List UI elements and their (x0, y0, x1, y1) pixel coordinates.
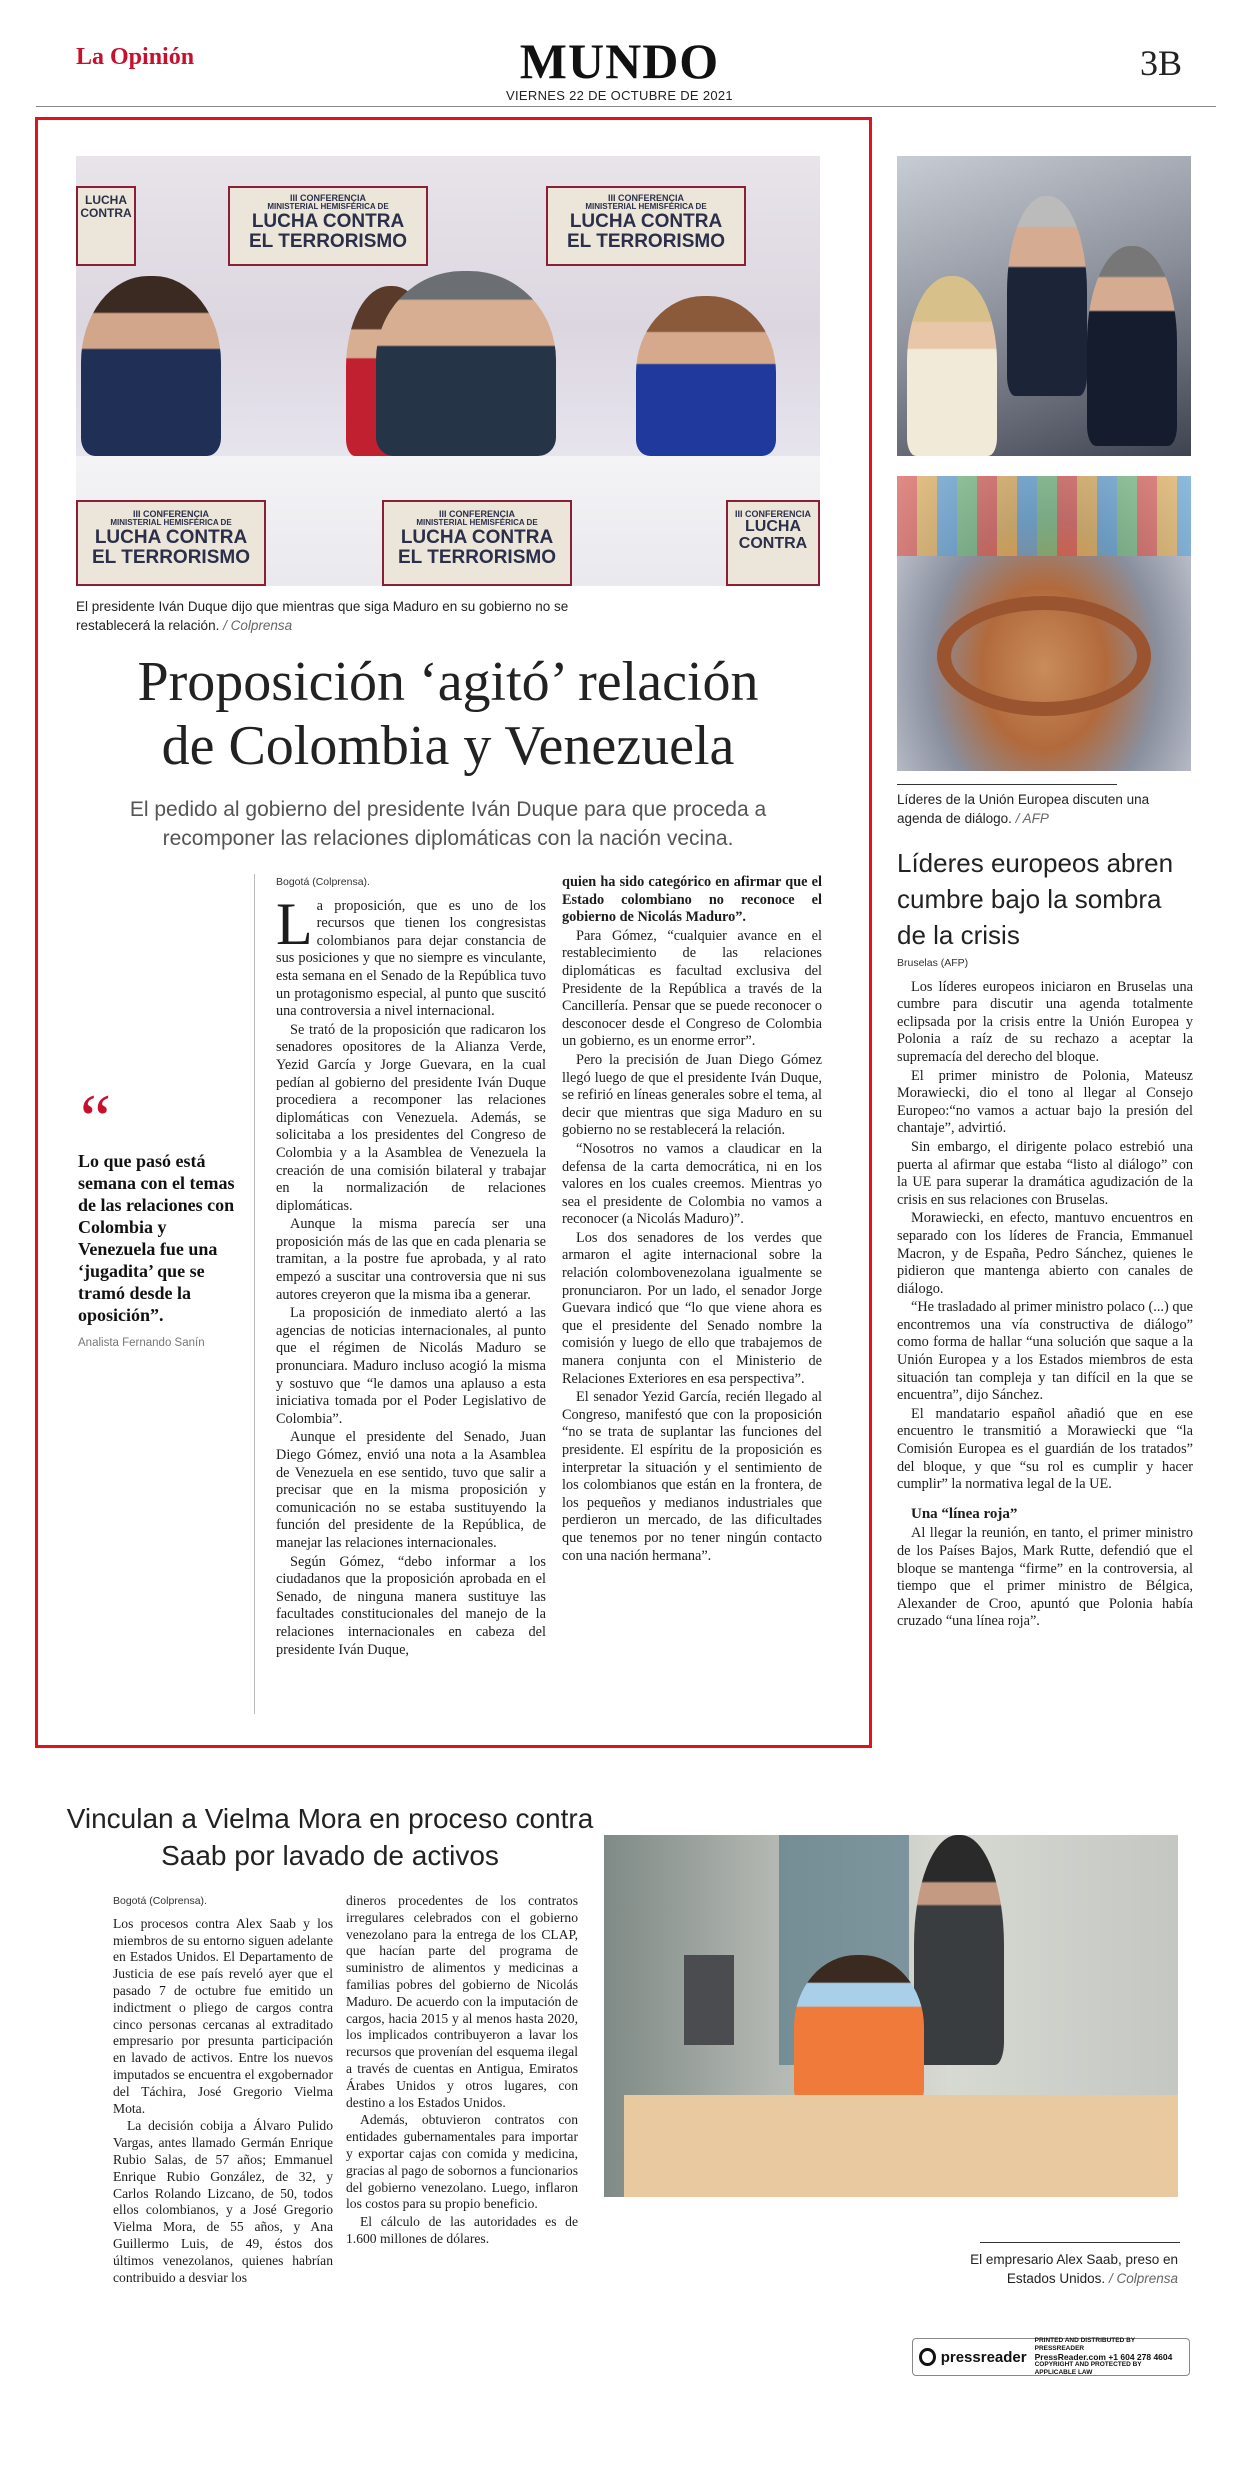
table-banner-left: III CONFERENCIA MINISTERIAL HEMISFÉRICA DE LUCHA CONTRA EL TERRORISMO (76, 500, 266, 586)
article-paragraph: Los procesos contra Alex Saab y los miembros de su entorno siguen adelante en Estados Unidos. El Departamento de Justicia de ese país reveló ayer que el pasado 7 de octubre fue emitido un indictment o pliego de cargos contra cinco personas cercanas al extraditado empresario por presunta participación en lavado de activos. Entre los nuevos imputados se encuentra el exgobernador del Táchira, José Gregorio Vielma Mota. (113, 1915, 333, 2116)
sidebar-article (897, 955, 1193, 1755)
person-eu-1 (907, 276, 997, 456)
article-paragraph: Los líderes europeos iniciaron en Bruselas una cumbre para discutir una agenda totalmente eclipsada por la crisis entre la Unión Europea y Polonia a raíz de su rechazo a aceptar la supremacía del derecho del bloque. (897, 978, 1193, 1065)
article-column-2 (562, 874, 822, 1714)
newspaper-brand: La Opinión (76, 44, 195, 70)
article-paragraph: Morawiecki, en efecto, mantuvo encuentros en separado con los líderes de Francia, Emmanuel Macron, y de España, Pedro Sánchez, quienes le pidieron que mantenga abierto con canales de diálogo. (897, 1210, 1193, 1297)
hero-photo-caption (76, 597, 636, 635)
conference-table (76, 456, 820, 586)
person-eu-2 (1007, 196, 1087, 396)
eu-leaders-photo (897, 156, 1191, 456)
saab-court-photo (604, 1835, 1178, 2197)
colorful-ceiling (897, 476, 1191, 556)
conference-banner-center: III CONFERENCIA MINISTERIAL HEMISFÉRICA DE LUCHA CONTRA EL TERRORISMO (228, 186, 428, 266)
saab-photo-caption: El empresario Alex Saab, preso en Estados Unidos. / Colprensa (970, 2252, 1178, 2286)
person-left (81, 276, 221, 456)
conference-banner-left: LUCHA CONTRA (76, 186, 136, 266)
article-paragraph: “Nosotros no vamos a claudicar en la defensa de la carta democrática, ni en los valores en los cuales creemos. Mientras yo sea el presidente de Colombia no vamos a reconocer (a Nicolás Maduro)”. (562, 1140, 822, 1228)
article-paragraph: La proposición, que es uno de los recursos que tienen los congresistas colombianos para dejar constancia de sus posiciones y que no siempre es vinculante, esta semana en el Senado de la República tuvo un protagonismo especial, al punto que suscitó una controversia a nivel internacional. (276, 890, 546, 1020)
article-dateline: Bogotá (Colprensa). (276, 876, 370, 888)
eu-photo-caption: Líderes de la Unión Europea discuten una agenda de diálogo. / AFP (897, 792, 1150, 826)
person-eu-3 (1087, 246, 1177, 446)
section-title: MUNDO (519, 33, 720, 89)
table-banner-center: III CONFERENCIA MINISTERIAL HEMISFÉRICA DE LUCHA CONTRA EL TERRORISMO (382, 500, 572, 586)
pressreader-name: pressreader (940, 2348, 1027, 2366)
article-paragraph: quien ha sido categórico en afirmar que el Estado colombiano no reconoce el gobierno de Nicolás Maduro”. (562, 874, 822, 926)
person-center (376, 271, 556, 456)
table-banner-right: III CONFERENCIA LUCHA CONTRA (726, 500, 820, 586)
article-paragraph: Aunque la misma parecía ser una proposición más de las que en cada plenaria se tramitan, a la postre fue aprobada, y al rato empezó a suscitar una controversia que ni sus autores creyeron que la misma iba a generar. (276, 1216, 546, 1303)
sidebar-headline: Líderes europeos abren cumbre bajo la sombra de la crisis (897, 848, 1174, 950)
pressreader-badge[interactable] (912, 2338, 1190, 2376)
quote-mark-icon: “ (80, 1081, 112, 1158)
caption-rule (897, 784, 1117, 785)
pull-quote: Lo que pasó está semana con el temas de las relaciones con Colombia y Venezuela fue una ‘jugadita’ que se tramó desde la oposición”. (78, 1151, 235, 1325)
saab-column-1 (113, 1893, 333, 2323)
article-paragraph: El cálculo de las autoridades es de 1.600 millones de dólares. (346, 2214, 578, 2246)
eu-council-room-photo (897, 476, 1191, 771)
photo-credit: / Colprensa (223, 618, 293, 633)
column-divider (254, 874, 255, 1714)
page-number: 3B (1140, 43, 1183, 83)
article-paragraph: Aunque el presidente del Senado, Juan Diego Gómez, envió una nota a la Asamblea de Venezuela en ese sentido, tuvo que salir a precisar que en la misma proposición y comunicación no se estaba sustituyendo la función del presidente de la República, de manejar las relaciones internacionales. (276, 1429, 546, 1551)
caption-rule (980, 2242, 1180, 2243)
article-paragraph: “He trasladado al primer ministro polaco (...) que encontremos una vía constructiva de diálogo” como forma de hallar “una solución que saque a la Unión Europea y a los Estados miembros de esta situación tan compleja y tan difícil en la que se encuentra”, dijo Sánchez. (897, 1299, 1193, 1404)
article-paragraph: Para Gómez, “cualquier avance en el restablecimiento de las relaciones diplomáticas es facultad exclusiva del Presidente de la República a través de la Cancillería. Pensar que se puede reconocer o desconocer desde el Congreso de Colombia un gobierno, es un enorme error”. (562, 927, 822, 1050)
article-paragraph: dineros procedentes de los contratos irregulares celebrados con el gobierno venezolano para la entrega de los CLAP, que hacían parte del programa de suministro de alimentos y medicinas a familias pobres del gobierno de Nicolás Maduro. De acuerdo con la imputación de cargos, hacia 2015 y al menos hasta 2020, los implicados contribuyeron a lavar los recursos que provenían del esquema ilegal a través de cuentas en Antigua, Emiratos Árabes Unidos y otros lugares, con destino a los Estados Unidos. (346, 1893, 578, 2110)
edition-date: VIERNES 22 DE OCTUBRE DE 2021 (506, 88, 733, 103)
article-paragraph: Al llegar la reunión, en tanto, el primer ministro de los Países Bajos, Mark Rutte, defendió que el bloque se mantenga “firme” en la controversia, al tiempo que el primer ministro de Bélgica, Alexander de Croo, apuntó que Polonia había cruzado “una línea roja”. (897, 1525, 1193, 1630)
article-paragraph: Además, obtuvieron contratos con entidades gubernamentales para importar y exportar cajas con comida y medicina, gracias al pago de sobornos a funcionarios del gobierno venezolano. Luego, inflaron los costos para su propio beneficio. (346, 2112, 578, 2212)
article-column-1 (276, 874, 546, 1714)
article-paragraph: La proposición de inmediato alertó a las agencias de noticias internacionales, al punto que el régimen de Nicolás Maduro se pronunciara. Maduro incluso acogió la misma y sostuvo que “le damos una aplauso a esta iniciativa tomada por el Poder Legislativo de Colombia”. (276, 1305, 546, 1427)
main-headline: Proposición ‘agitó’ relación de Colombia y Venezuela (137, 651, 759, 777)
drop-cap: L (276, 890, 313, 957)
pressreader-legal: PRINTED AND DISTRIBUTED BY PRESSREADER PressReader.com +1 604 278 4604 COPYRIGHT AND PROTECTED BY APPLICABLE LAW (1034, 2337, 1173, 2376)
guard-figure (914, 1835, 1004, 2065)
phone-kiosk (684, 1955, 734, 2045)
saab-dateline: Bogotá (Colprensa). (113, 1895, 207, 1907)
article-paragraph: Se trató de la proposición que radicaron los senadores opositores de la Alianza Verde, Yezid García y Jorge Guevara, en la cual pedían al gobierno del presidente Iván Duque procediera a recomponer las relaciones diplomáticas con Venezuela. Además, se solicitaba a los presidentes del Congreso de Colombia y a la Asamblea de Venezuela la creación de una comisión bilateral y trabajar en la normalización de relaciones diplomáticas. (276, 1021, 546, 1214)
caption-text: El presidente Iván Duque dijo que mientras que siga Maduro en su gobierno no se restablecerá la relación. (76, 599, 569, 633)
saab-headline: Vinculan a Vielma Mora en proceso contra Saab por lavado de activos (66, 1803, 594, 1871)
header-divider (36, 106, 1216, 107)
round-table (937, 596, 1151, 716)
saab-column-2 (346, 1893, 578, 2323)
sidebar-subhead: Una “línea roja” (911, 1505, 1018, 1522)
conference-banner-right: III CONFERENCIA MINISTERIAL HEMISFÉRICA DE LUCHA CONTRA EL TERRORISMO (546, 186, 746, 266)
pressreader-logo-icon (919, 2348, 936, 2366)
article-paragraph: Los dos senadores de los verdes que armaron el agite internacional sobre la relación colombovenezolana igualmente se pronunciaron. Por un lado, el senador Jorge Guevara indicó que “lo que viene ahora es que el presidente del Senado nombre la comisión y luego de ello que trabajemos de manera conjunta con el Ministerio de Relaciones Exteriores en esa perspectiva”. (562, 1229, 822, 1387)
article-paragraph: La decisión cobija a Álvaro Pulido Vargas, antes llamado Germán Enrique Rubio Salas, de 57 años; Emmanuel Enrique Rubio González, de 32, y Carlos Rolando Lizcano, de 50, todos ellos colombianos, y a José Gregorio Vielma Mora, de 55 años, y Ana Guillermo Luis, de 49, éstos dos últimos venezolanos, quienes habrían contribuido a desviar los (113, 2118, 333, 2285)
article-paragraph: Según Gómez, “debo informar a los ciudadanos que la proposición aprobada en el Senado, de ninguna manera sustituye las facultades constitucionales del manejo de la relaciones internacionales en cabeza del presidente Iván Duque, (276, 1553, 546, 1658)
photo-credit: / AFP (1015, 811, 1049, 826)
main-deck: El pedido al gobierno del presidente Iván Duque para que proceda a recomponer las relaciones diplomáticas con la nación vecina. (129, 798, 767, 850)
hero-photo-conference (76, 156, 820, 586)
article-paragraph: Sin embargo, el dirigente polaco estrebió una puerta al afirmar que estaba “listo al diálogo” con la UE para superar la dramática agudización de la crisis en sus relaciones con Bruselas. (897, 1138, 1193, 1208)
article-paragraph: El primer ministro de Polonia, Mateusz Morawiecki, dio el tono al llegar al Consejo Europeo:“no vamos a actuar bajo la presión del chantaje”, advirtió. (897, 1067, 1193, 1137)
article-paragraph: Pero la precisión de Juan Diego Gómez llegó luego de que el presidente Iván Duque, se refirió en líneas generales sobre el tema, al decir que mientras que siga Maduro en su gobierno no se restablecerá la relación. (562, 1051, 823, 1139)
person-right (636, 296, 776, 456)
photo-credit: / Colprensa (1108, 2271, 1178, 2286)
alex-saab-figure (794, 1955, 924, 2105)
courtroom-table (624, 2095, 1178, 2197)
pull-quote-attribution: Analista Fernando Sanín (78, 1337, 205, 1349)
sidebar-dateline: Bruselas (AFP) (897, 957, 969, 969)
article-paragraph: El mandatario español añadió que en ese encuentro le transmitió a Morawiecki que “la Comisión Europea es el guardián de los tratados” del bloque, y que “su rol es cumplir y hacer cumplir” la normativa legal de la UE. (897, 1405, 1193, 1493)
article-paragraph: El senador Yezid García, recién llegado al Congreso, manifestó que con la proposición “no se trata de suplantar las funciones del presidente. El espíritu de la proposición es interpretar la situación y el sentimiento de los colombianos que están en la frontera, de los pequeños y medianos industriales que perdieron un mercado, de las dificultades que tenemos por no tener ningún contacto con una nación hermana”. (562, 1389, 822, 1564)
